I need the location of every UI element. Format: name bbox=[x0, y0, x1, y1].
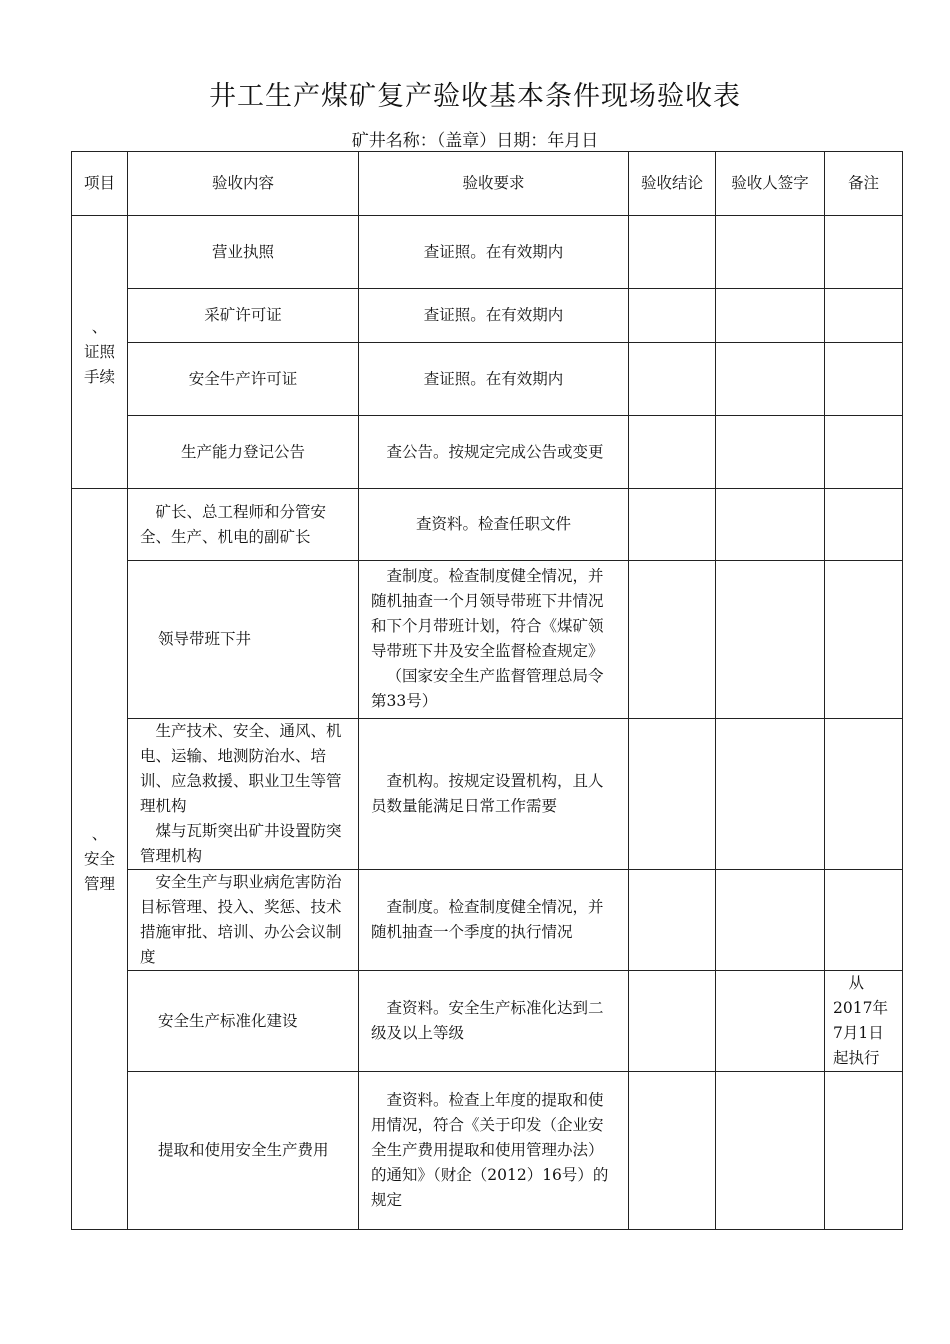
table-row bbox=[72, 289, 903, 343]
header-item: 项目 bbox=[72, 152, 128, 216]
signature-cell[interactable] bbox=[716, 343, 825, 416]
conclusion-cell[interactable] bbox=[629, 216, 716, 289]
content-cell: 提取和使用安全生产费用 bbox=[128, 1072, 359, 1230]
requirement-cell: 查资料。检查任职文件 bbox=[359, 489, 629, 561]
table-row bbox=[72, 489, 903, 561]
content-cell: 生产能力登记公告 bbox=[128, 416, 359, 489]
document-subtitle: 矿井名称：（盖章）日期：年月日 bbox=[351, 131, 599, 151]
signature-cell[interactable] bbox=[716, 1072, 825, 1230]
content-cell: 采矿许可证 bbox=[128, 289, 359, 343]
requirement-cell: 查机构。按规定设置机构，且人员数量能满足日常工作需要 bbox=[359, 719, 629, 870]
header-requirement: 验收要求 bbox=[359, 152, 629, 216]
header-remark: 备注 bbox=[825, 152, 903, 216]
requirement-cell: 查资料。检查上年度的提取和使用情况，符合《关于印发（企业安全生产费用提取和使用管理办法）的通知》（财企（2012）16号）的规定 bbox=[359, 1072, 629, 1230]
acceptance-table bbox=[71, 151, 903, 1230]
remark-cell[interactable] bbox=[825, 489, 903, 561]
requirement-cell: 查资料。安全生产标准化达到二级及以上等级 bbox=[359, 971, 629, 1072]
conclusion-cell[interactable] bbox=[629, 561, 716, 719]
table-row bbox=[72, 416, 903, 489]
conclusion-cell[interactable] bbox=[629, 971, 716, 1072]
table-row bbox=[72, 719, 903, 870]
content-cell: 生产技术、安全、通风、机电、运输、地测防治水、培训、应急救援、职业卫生等管理机构 煤与瓦斯突出矿井设置防突管理机构 bbox=[128, 719, 359, 870]
conclusion-cell[interactable] bbox=[629, 289, 716, 343]
header-conclusion: 验收结论 bbox=[629, 152, 716, 216]
content-cell: 领导带班下井 bbox=[128, 561, 359, 719]
signature-cell[interactable] bbox=[716, 416, 825, 489]
header-content: 验收内容 bbox=[128, 152, 359, 216]
remark-cell[interactable]: 从2017年7月1日起执行 bbox=[825, 971, 903, 1072]
content-cell: 矿长、总工程师和分管安全、生产、机电的副矿长 bbox=[128, 489, 359, 561]
content-cell: 安全生产与职业病危害防治目标管理、投入、奖惩、技术措施审批、培训、办公会议制度 bbox=[128, 870, 359, 971]
requirement-cell: 查制度。检查制度健全情况，并随机抽查一个月领导带班下井情况和下个月带班计划，符合《煤矿领导带班下井及安全监督检查规定》 （国家安全生产监督管理总局令第33号） bbox=[359, 561, 629, 719]
remark-cell[interactable] bbox=[825, 870, 903, 971]
requirement-cell: 查证照。在有效期内 bbox=[359, 343, 629, 416]
conclusion-cell[interactable] bbox=[629, 870, 716, 971]
document-title: 井工生产煤矿复产验收基本条件现场验收表 bbox=[209, 81, 741, 112]
section-label-safety-management: 、 安全 管理 bbox=[72, 489, 128, 1230]
conclusion-cell[interactable] bbox=[629, 343, 716, 416]
table-row bbox=[72, 343, 903, 416]
table-row bbox=[72, 971, 903, 1072]
remark-cell[interactable] bbox=[825, 216, 903, 289]
signature-cell[interactable] bbox=[716, 561, 825, 719]
table-row bbox=[72, 561, 903, 719]
conclusion-cell[interactable] bbox=[629, 416, 716, 489]
signature-cell[interactable] bbox=[716, 971, 825, 1072]
remark-cell[interactable] bbox=[825, 719, 903, 870]
section-label-licenses: 、 证照 手续 bbox=[72, 216, 128, 489]
table-row bbox=[72, 870, 903, 971]
conclusion-cell[interactable] bbox=[629, 1072, 716, 1230]
signature-cell[interactable] bbox=[716, 870, 825, 971]
content-cell: 安全生产标准化建设 bbox=[128, 971, 359, 1072]
conclusion-cell[interactable] bbox=[629, 719, 716, 870]
content-cell: 安全牛产许可证 bbox=[128, 343, 359, 416]
signature-cell[interactable] bbox=[716, 719, 825, 870]
requirement-cell: 查证照。在有效期内 bbox=[359, 289, 629, 343]
requirement-cell: 查制度。检查制度健全情况，并随机抽查一个季度的执行情况 bbox=[359, 870, 629, 971]
conclusion-cell[interactable] bbox=[629, 489, 716, 561]
header-signature: 验收人签字 bbox=[716, 152, 825, 216]
table-header-row bbox=[72, 152, 903, 216]
content-cell: 营业执照 bbox=[128, 216, 359, 289]
signature-cell[interactable] bbox=[716, 289, 825, 343]
remark-cell[interactable] bbox=[825, 561, 903, 719]
remark-cell[interactable] bbox=[825, 289, 903, 343]
requirement-cell: 查证照。在有效期内 bbox=[359, 216, 629, 289]
requirement-cell: 查公告。按规定完成公告或变更 bbox=[359, 416, 629, 489]
remark-cell[interactable] bbox=[825, 1072, 903, 1230]
remark-cell[interactable] bbox=[825, 343, 903, 416]
remark-cell[interactable] bbox=[825, 416, 903, 489]
signature-cell[interactable] bbox=[716, 216, 825, 289]
signature-cell[interactable] bbox=[716, 489, 825, 561]
table-row bbox=[72, 216, 903, 289]
table-row bbox=[72, 1072, 903, 1230]
